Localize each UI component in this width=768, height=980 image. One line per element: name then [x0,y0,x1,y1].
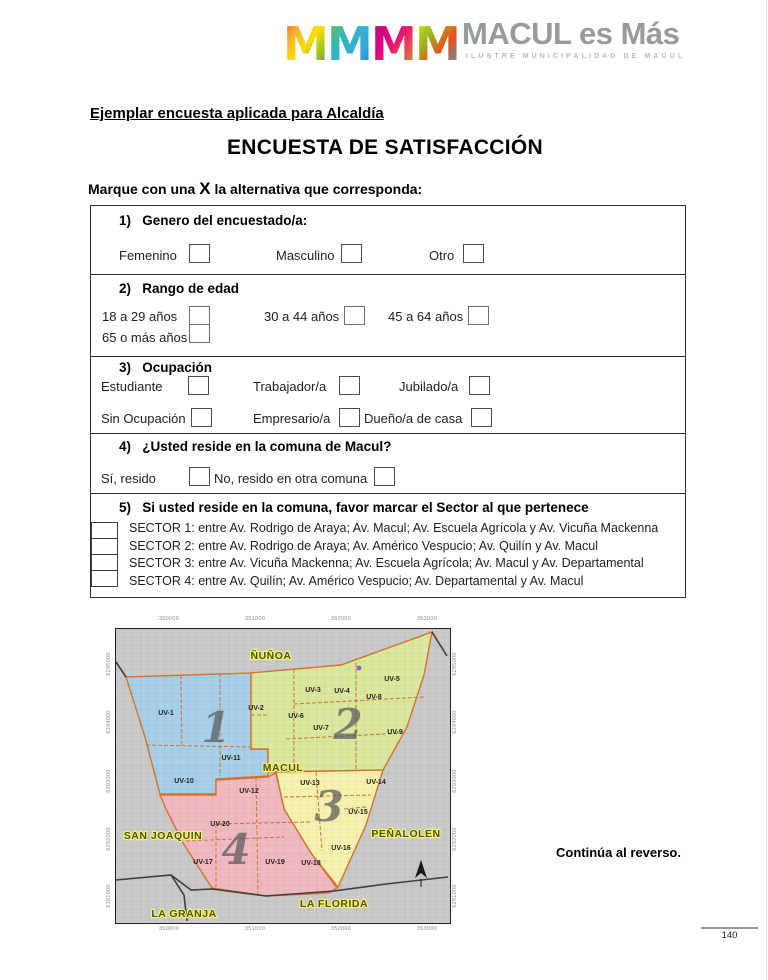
map-coordinate-bottom: 351000 [244,926,266,932]
comuna-label: SAN JOAQUIN [123,830,203,842]
checkbox-sector-1[interactable] [91,522,118,539]
checkbox-sector-3[interactable] [91,554,118,571]
checkbox-18-29[interactable] [189,306,210,325]
page-edge-line [766,0,767,980]
map-coordinate-left: 6293000 [106,769,112,793]
uv-label: UV-4 [334,688,350,695]
uv-label: UV-17 [193,859,213,866]
option-label-45-64: 45 a 64 años [388,309,464,324]
logo-mmmm-icon [283,16,459,66]
continue-note: Continúa al reverso. [556,845,681,860]
map-coordinate-right: 6295000 [452,652,458,676]
question-2-section [91,274,685,356]
uv-label: UV-2 [248,705,264,712]
question-4-title: 4) ¿Usted reside en la comuna de Macul? [119,439,392,454]
map-coordinate-bottom: 352000 [330,926,352,932]
uv-label: UV-7 [313,725,329,732]
map-coordinate-left: 6294000 [106,710,112,734]
instruction-post: la alternativa que corresponda: [210,181,423,197]
uv-label: UV-9 [387,729,403,736]
logo-m2: M [327,17,373,66]
checkbox-trabajador[interactable] [339,376,360,395]
footer-divider [701,927,758,929]
map-frame [115,628,451,924]
map-coordinate-right: 6294000 [452,710,458,734]
uv-label: UV-16 [331,845,351,852]
uv-label: UV-5 [384,676,400,683]
map-coordinate-top: 353000 [416,616,438,622]
map-coordinate-left: 6292000 [106,827,112,851]
page-number: 140 [721,930,738,941]
checkbox-sector-2[interactable] [91,538,118,555]
uv-label: UV-3 [305,687,321,694]
map-coordinate-right: 6291000 [452,884,458,908]
checkbox-sector-4[interactable] [91,570,118,587]
logo-m4: M [415,17,459,66]
sector-1-description: SECTOR 1: entre Av. Rodrigo de Araya; Av. Macul; Av. Escuela Agrícola y Av. Vicuña Mackenna [129,521,659,535]
option-label-empresario: Empresario/a [253,411,331,426]
map-coordinate-right: 6293000 [452,769,458,793]
checkbox-65-mas[interactable] [189,324,210,343]
uv-label: UV-11 [221,755,241,762]
logo-m1: M [283,17,329,66]
logo-title: MACUL es Más [462,16,680,51]
sector-number-label: 3 [314,782,344,831]
checkbox-estudiante[interactable] [188,376,209,395]
checkbox-dueno-casa[interactable] [471,408,492,427]
option-label-si-resido: Sí, resido [101,471,156,486]
sector-4-description: SECTOR 4: entre Av. Quilín; Av. Américo Vespucio; Av. Departamental y Av. Macul [129,573,584,588]
uv-label: UV-15 [348,809,368,816]
checkbox-masculino[interactable] [341,244,362,263]
document-heading: Ejemplar encuesta aplicada para Alcaldía [90,105,384,122]
checkbox-empresario[interactable] [339,408,360,427]
street-grid-overlay-2 [116,629,448,921]
map-coordinate-bottom: 350000 [158,926,180,932]
map-coordinate-left: 6291000 [106,884,112,908]
comuna-label: LA GRANJA [151,908,217,920]
uv-label: UV-19 [265,859,285,866]
uv-label: UV-1 [158,710,174,717]
uv-label: UV-20 [210,821,230,828]
logo-subtitle: ILUSTRE MUNICIPALIDAD DE MACUL [466,53,686,60]
question-3-section [91,356,685,433]
logo-m3: M [371,17,417,66]
municipality-logo [283,16,459,71]
option-label-otro: Otro [429,248,455,263]
question-2-title: 2) Rango de edad [119,281,240,296]
checkbox-femenino[interactable] [189,244,210,263]
option-label-dueno-casa: Dueño/a de casa [364,411,463,426]
uv-label: UV-10 [174,778,194,785]
uv-label: UV-6 [288,713,304,720]
question-3-title: 3) Ocupación [119,360,213,375]
option-label-30-44: 30 a 44 años [264,309,340,324]
survey-form-table [90,205,686,598]
instruction-pre: Marque con una [88,181,200,197]
option-label-femenino: Femenino [119,248,177,263]
map-coordinate-top: 352000 [330,616,352,622]
map-coordinate-right: 6292000 [452,827,458,851]
checkbox-45-64[interactable] [468,306,489,325]
uv-label: UV-13 [300,780,320,787]
sector-number-label: 1 [201,703,231,752]
option-label-no-resido: No, resido en otra comuna [214,471,368,486]
option-label-18-29: 18 a 29 años [102,309,178,324]
checkbox-otro[interactable] [463,244,484,263]
option-label-masculino: Masculino [276,248,335,263]
comuna-label: ÑUÑOA [250,650,292,662]
question-4-section [91,433,685,493]
question-1-section [91,206,685,274]
checkbox-no-resido[interactable] [374,467,395,486]
instruction-text [88,179,422,199]
option-label-estudiante: Estudiante [101,379,163,394]
sector-3-description: SECTOR 3: entre Av. Vicuña Mackenna; Av. Escuela Agrícola; Av. Macul y Av. Departamental [129,556,644,570]
macul-sector-map [104,614,460,936]
sector-2-description: SECTOR 2: entre Av. Rodrigo de Araya; Av. Américo Vespucio; Av. Quilín y Av. Macul [129,538,598,553]
option-label-trabajador: Trabajador/a [253,379,327,394]
uv-label: UV-14 [366,779,386,786]
uv-label: UV-8 [366,694,382,701]
map-coordinate-bottom: 353000 [416,926,438,932]
checkbox-jubilado[interactable] [469,376,490,395]
comuna-label: MACUL [262,762,304,774]
map-coordinate-top: 350000 [158,616,180,622]
page-title: ENCUESTA DE SATISFACCIÓN [227,136,543,159]
sector-number-label: 2 [333,700,363,749]
option-label-jubilado: Jubilado/a [399,379,459,394]
question-5-title: 5) Si usted reside en la comuna, favor marcar el Sector al que pertenece [119,500,589,515]
map-poi-dot [357,666,362,671]
uv-label: UV-12 [239,788,259,795]
question-1-title: 1) Genero del encuestado/a: [119,213,308,228]
map-image [116,629,448,921]
map-coordinate-top: 351000 [244,616,266,622]
comuna-label: PEÑALOLEN [371,828,441,840]
sector-descriptions [129,521,683,591]
sector-number-label: 4 [221,825,251,874]
checkbox-sin-ocupacion[interactable] [191,408,212,427]
question-5-section [91,493,685,597]
option-label-65-mas: 65 o más años [102,330,188,345]
uv-label: UV-18 [301,860,321,867]
instruction-x: X [199,179,211,198]
option-label-sin-ocupacion: Sin Ocupación [101,411,186,426]
checkbox-si-resido[interactable] [189,467,210,486]
comuna-label: LA FLORIDA [299,898,369,910]
map-coordinate-left: 6295000 [106,652,112,676]
checkbox-30-44[interactable] [344,306,365,325]
